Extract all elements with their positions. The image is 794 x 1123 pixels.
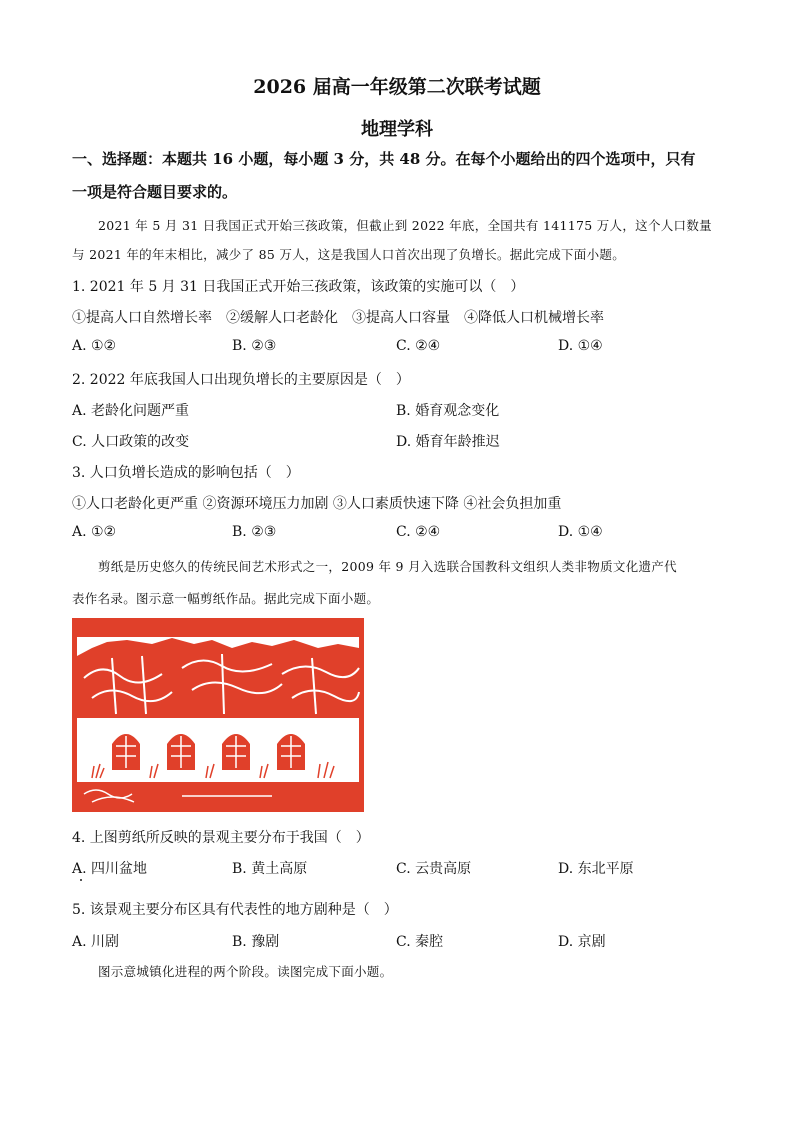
- material-1-line1: 2021 年 5 月 31 日我国正式开始三孩政策，但截止到 2022 年底，全国共有 141175 万人，这个人口数量: [98, 218, 712, 233]
- question-4-option-c: C. 云贵高原: [396, 861, 472, 877]
- question-3-option-a: A. ①②: [72, 524, 117, 540]
- question-2-option-c: C. 人口政策的改变: [72, 434, 190, 450]
- question-4-option-a: A. 四川盆地: [72, 861, 148, 877]
- section-heading-line1: 一、选择题：本题共 16 小题，每小题 3 分，共 48 分。在每个小题给出的四个选项中，只有: [72, 150, 696, 168]
- question-5-option-a: A. 川剧: [72, 934, 120, 950]
- material-2-line2: 表作名录。图示意一幅剪纸作品。据此完成下面小题。: [72, 591, 380, 606]
- stray-mark: [80, 879, 82, 881]
- question-2-option-b: B. 婚育观念变化: [396, 403, 500, 419]
- material-3-line1: 图示意城镇化进程的两个阶段。读图完成下面小题。: [98, 964, 393, 979]
- figure-sky-band: [77, 623, 359, 637]
- question-5-option-b: B. 豫剧: [232, 934, 280, 950]
- question-3-option-d: D. ①④: [558, 524, 603, 540]
- question-3-stem: 3. 人口负增长造成的影响包括（ ）: [72, 465, 300, 481]
- question-3-option-c: C. ②④: [396, 524, 441, 540]
- question-4-option-b: B. 黄土高原: [232, 861, 308, 877]
- material-1-line2: 与 2021 年的年末相比，减少了 85 万人，这是我国人口首次出现了负增长。据此完成下面小题。: [72, 247, 626, 262]
- question-2-option-d: D. 婚育年龄推迟: [396, 434, 500, 450]
- question-5-option-d: D. 京剧: [558, 934, 606, 950]
- material-2-line1: 剪纸是历史悠久的传统民间艺术形式之一，2009 年 9 月入选联合国教科文组织人类非物质文化遗产代: [98, 559, 677, 574]
- section-heading-line2: 一项是符合题目要求的。: [72, 183, 238, 201]
- exam-title: 2026 届高一年级第二次联考试题: [253, 76, 541, 98]
- question-1-option-a: A. ①②: [72, 338, 117, 354]
- question-3-items: ①人口老龄化更严重 ②资源环境压力加剧 ③人口素质快速下降 ④社会负担加重: [72, 496, 562, 512]
- question-4-stem: 4. 上图剪纸所反映的景观主要分布于我国（ ）: [72, 830, 370, 846]
- question-1-option-c: C. ②④: [396, 338, 441, 354]
- question-5-option-c: C. 秦腔: [396, 934, 444, 950]
- figure-hills: [77, 638, 359, 720]
- question-1-option-b: B. ②③: [232, 338, 277, 354]
- paper-cut-figure: [72, 618, 364, 812]
- question-5-stem: 5. 该景观主要分布区具有代表性的地方剧种是（ ）: [72, 902, 398, 918]
- question-1-items: ①提高人口自然增长率 ②缓解人口老龄化 ③提高人口容量 ④降低人口机械增长率: [72, 310, 604, 326]
- question-3-option-b: B. ②③: [232, 524, 277, 540]
- figure-ground: [77, 782, 359, 807]
- question-1-stem: 1. 2021 年 5 月 31 日我国正式开始三孩政策，该政策的实施可以（ ）: [72, 279, 525, 295]
- subject-title: 地理学科: [361, 119, 433, 140]
- figure-road: [77, 718, 359, 728]
- question-2-stem: 2. 2022 年底我国人口出现负增长的主要原因是（ ）: [72, 372, 410, 388]
- question-1-option-d: D. ①④: [558, 338, 603, 354]
- question-4-option-d: D. 东北平原: [558, 861, 634, 877]
- question-2-option-a: A. 老龄化问题严重: [72, 403, 190, 419]
